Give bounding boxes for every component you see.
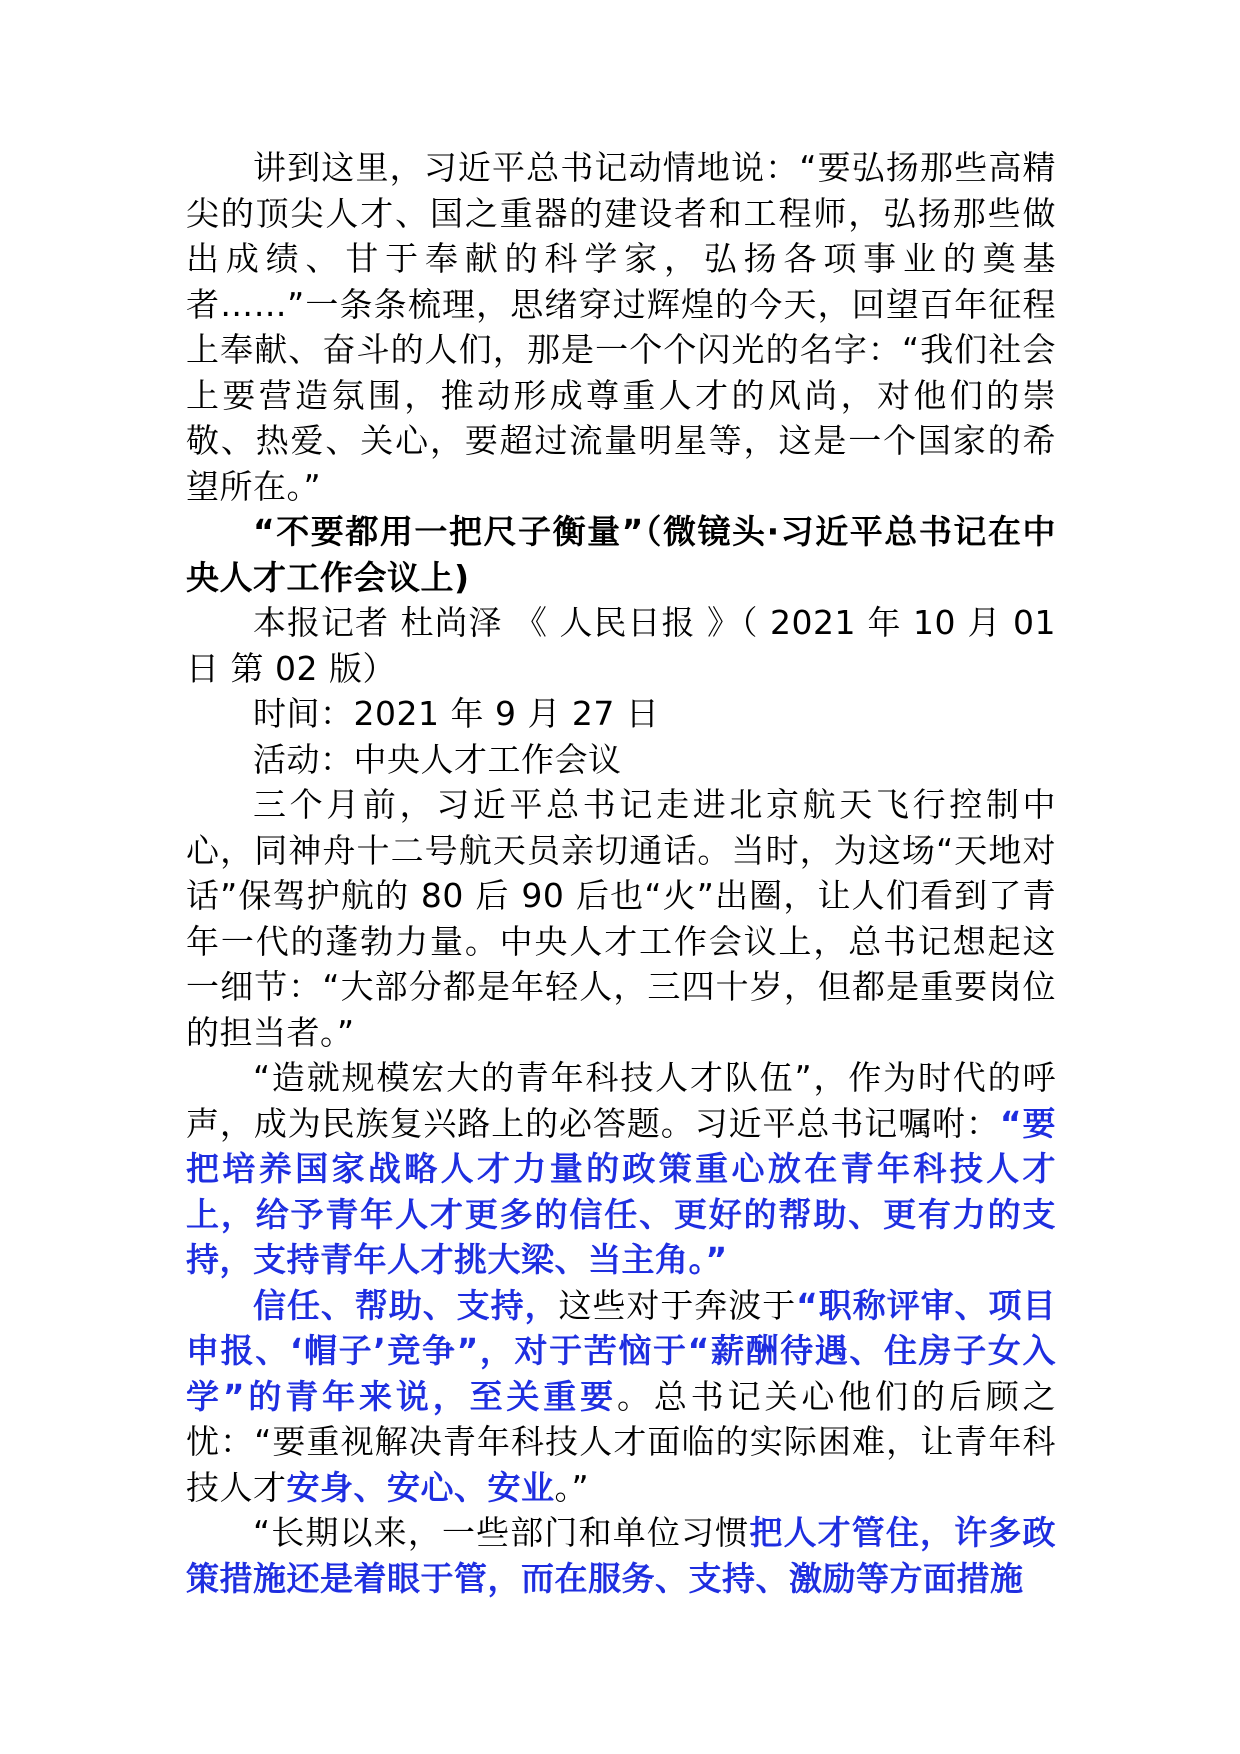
paragraph-speech-quote: 讲到这里，习近平总书记动情地说：“要弘扬那些高精尖的顶尖人才、国之重器的建设者和工程师，弘扬那些做出成绩、甘于奉献的科学家，弘扬各项事业的奠基者……”一条条梳理，思绪穿过辉煌的今天，回望百年征程上奉献、奋斗的人们，那是一个个闪光的名字：“我们社会上要营造氛围，推动形成尊重人才的风尚，对他们的崇敬、热爱、关心，要超过流量明星等，这是一个国家的希望所在。” — [186, 148, 1056, 506]
text-segment: 这些对于奔波于 — [558, 1285, 797, 1325]
text-segment: 。” — [554, 1467, 590, 1507]
text-segment: “长期以来，一些部门和单位习惯 — [253, 1513, 750, 1552]
article-time: 时间：2021 年 9 月 27 日 — [253, 694, 660, 733]
highlighted-phrase: “职称评审、项目申报、‘帽子’竞争”，对于苦恼于“薪酬待遇、住房子女入学”的青年来说，至关重要 — [186, 1285, 1056, 1416]
highlighted-phrase: 把人才管住，许多政策措施还是着眼于管，而在服务、支持、激励等方面措施 — [186, 1513, 1056, 1598]
article-title: “不要都用一把尺子衡量”（微镜头·习近平总书记在中央人才工作会议上) — [186, 512, 1056, 597]
article-activity: 活动：中央人才工作会议 — [253, 739, 622, 779]
highlighted-phrase: 安身、安心、安业 — [286, 1467, 555, 1507]
paragraph-trust-help-support — [186, 1283, 1056, 1511]
paragraph-management-habit — [186, 1510, 1056, 1601]
article-byline: 本报记者 杜尚泽 《 人民日报 》（ 2021 年 10 月 01 日 第 02 版） — [186, 603, 1056, 688]
highlighted-quote: “要把培养国家战略人才力量的政策重心放在青年科技人才上，给予青年人才更多的信任、更好的帮助、更有力的支持，支持青年人才挑大梁、当主角。” — [186, 1103, 1056, 1279]
document-page — [186, 145, 1056, 1601]
text-segment: 。总书记关心他们的后顾之忧：“要重视解决青年科技人才面临的实际困难，让青年科技人才 — [186, 1376, 1056, 1507]
paragraph-shenzhou-call: 三个月前，习近平总书记走进北京航天飞行控制中心，同神舟十二号航天员亲切通话。当时，为这场“天地对话”保驾护航的 80 后 90 后也“火”出圈，让人们看到了青年一代的蓬勃力量。中央人才工作会议上，总书记想起这一细节：“大部分都是年轻人，三四十岁，但都是重要岗位的担当者。” — [186, 785, 1056, 1052]
text-segment: “造就规模宏大的青年科技人才队伍”，作为时代的呼声，成为民族复兴路上的必答题。习近平总书记嘱咐： — [186, 1058, 1056, 1143]
highlighted-phrase: 信任、帮助、支持， — [253, 1285, 559, 1325]
paragraph-youth-talent — [186, 1055, 1056, 1283]
